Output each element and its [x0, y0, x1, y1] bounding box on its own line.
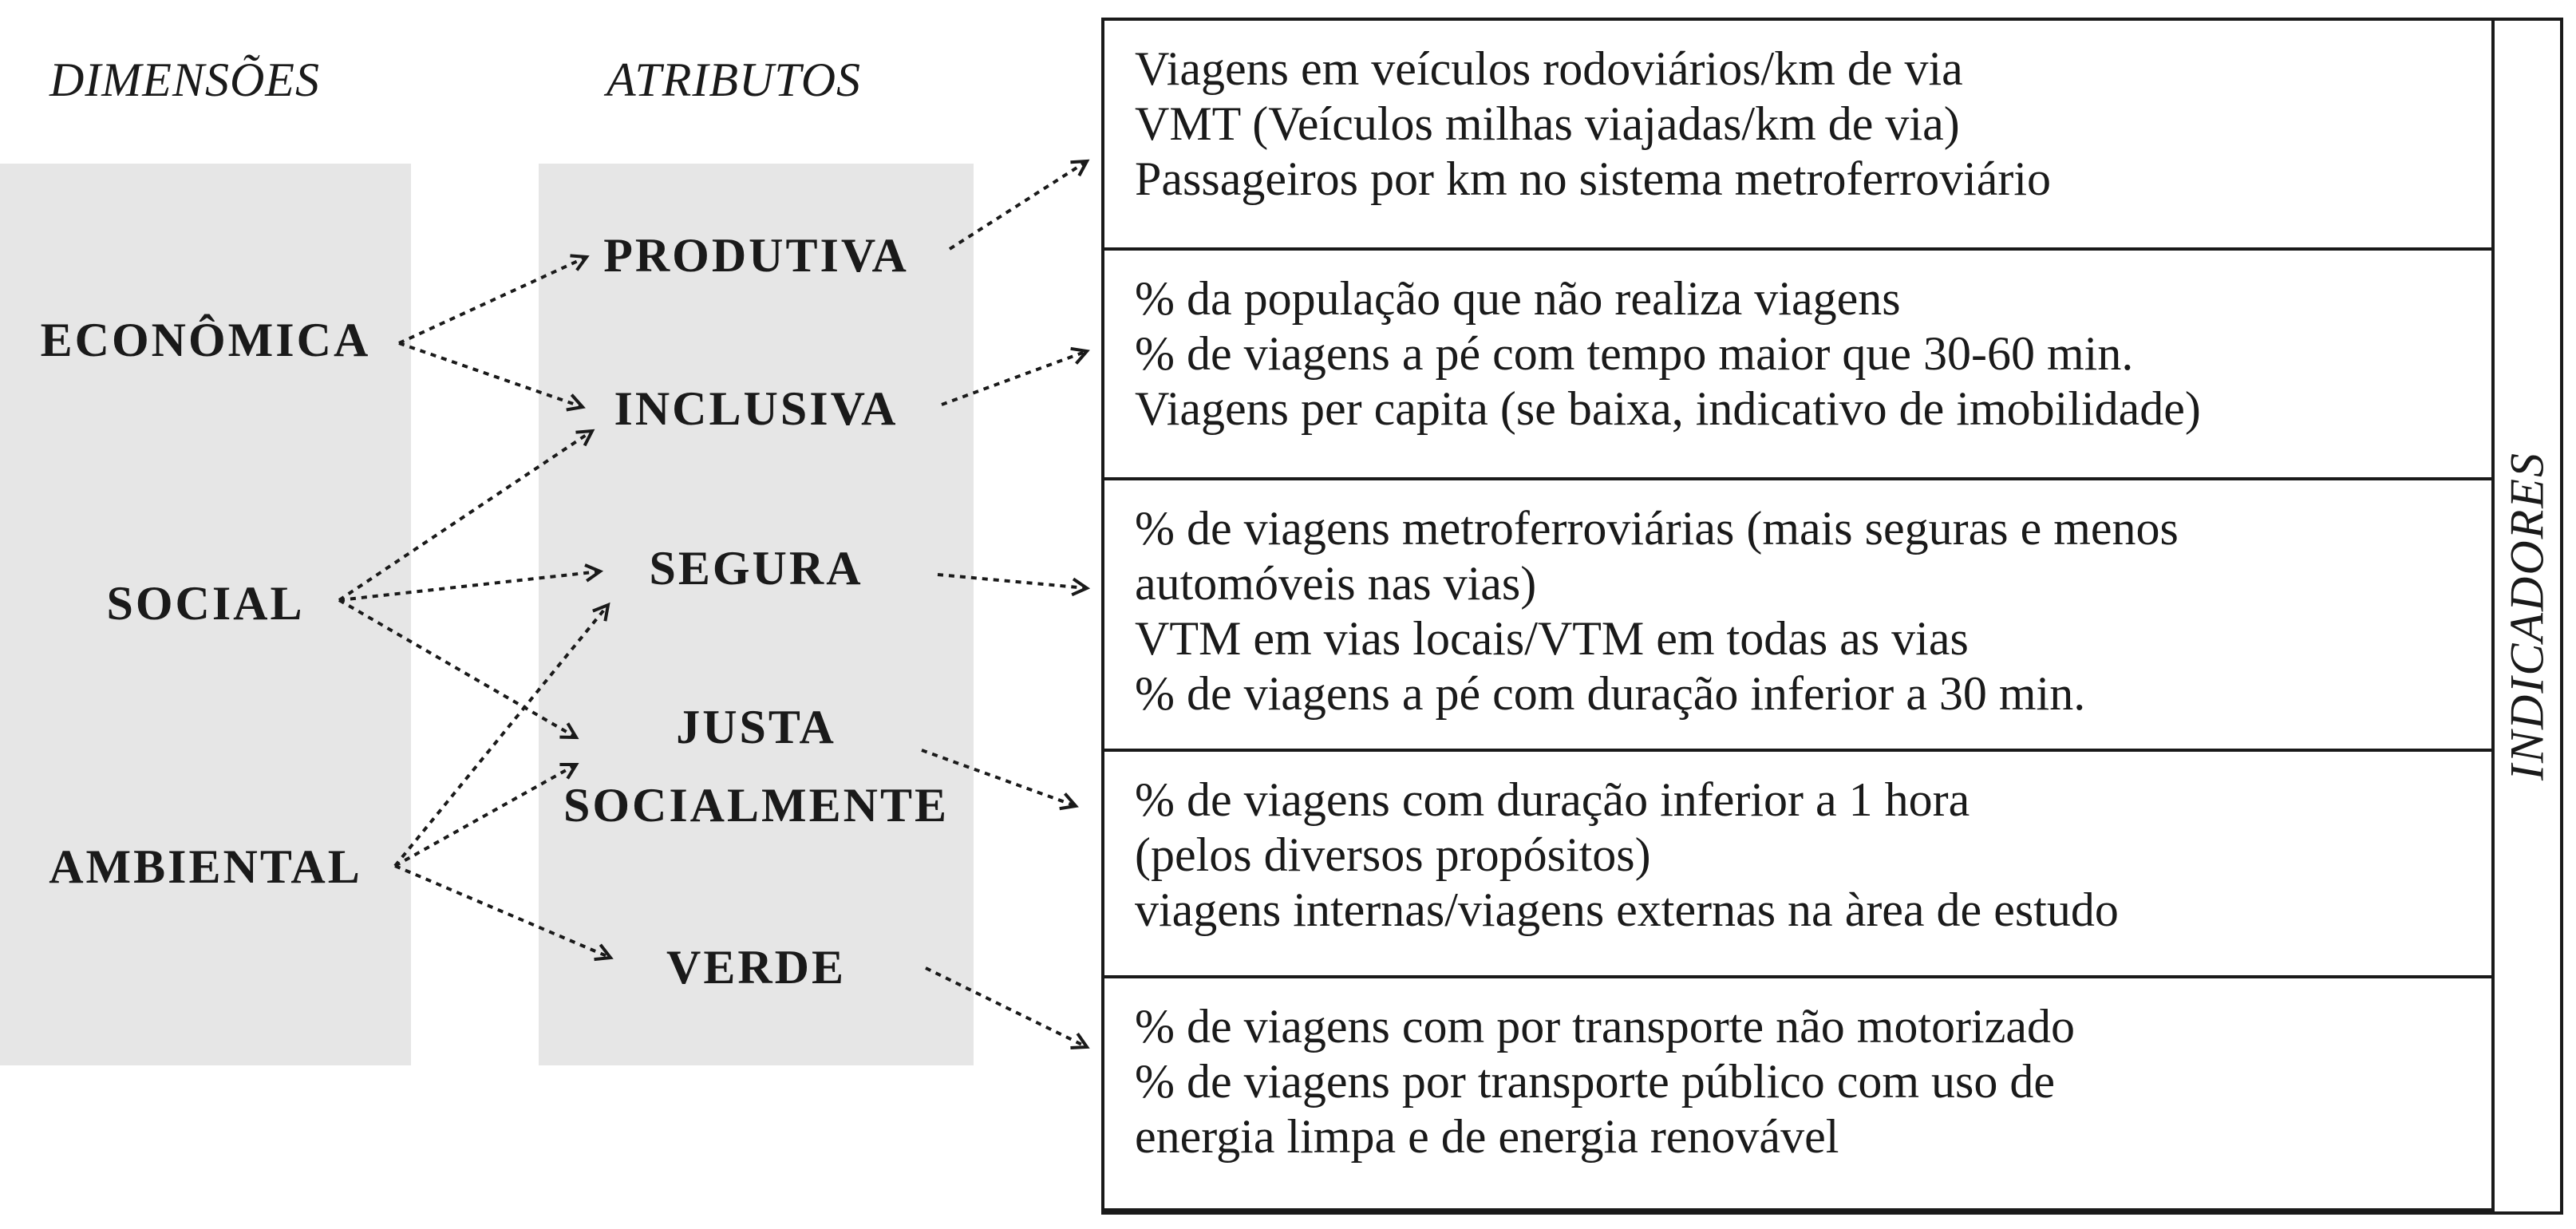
arrow-head: [1070, 1033, 1087, 1048]
indicator-line: % de viagens com por transporte não motorizado: [1135, 1000, 2075, 1053]
dotted-arrow-dimension-2-to-attribute-4: [395, 866, 610, 959]
dotted-arrow-attribute-2-to-indicator-2: [938, 575, 1087, 595]
indicator-line: Passageiros por km no sistema metroferroviário: [1135, 152, 2052, 205]
arrow-line: [926, 968, 1087, 1047]
dotted-arrow-dimension-0-to-attribute-1: [399, 343, 583, 410]
dotted-arrow-attribute-1-to-indicator-1: [942, 349, 1087, 405]
dotted-arrow-attribute-4-to-indicator-4: [926, 968, 1087, 1048]
indicator-line: Viagens per capita (se baixa, indicativo de imobilidade): [1135, 382, 2201, 435]
arrow-line: [395, 765, 576, 866]
dimension-economic: ECONÔMICA: [40, 314, 371, 366]
attribute-socially-just-line2: SOCIALMENTE: [563, 779, 950, 832]
arrow-line: [399, 343, 583, 407]
arrow-line: [339, 600, 576, 737]
arrow-line: [922, 750, 1076, 806]
indicator-line: % de viagens a pé com duração inferior a 30 min.: [1135, 667, 2086, 720]
indicator-line: % da população que não realiza viagens: [1135, 272, 1901, 325]
attributes-header: ATRIBUTOS: [606, 53, 862, 106]
dotted-arrow-dimension-1-to-attribute-2: [339, 565, 600, 600]
dotted-arrow-dimension-1-to-attribute-3: [339, 600, 576, 737]
dimensions-header: DIMENSÕES: [49, 53, 320, 106]
dimension-environmental: AMBIENTAL: [49, 840, 362, 893]
indicator-line: % de viagens com duração inferior a 1 hora: [1135, 773, 1970, 826]
arrow-head: [1071, 349, 1087, 364]
arrow-line: [942, 351, 1087, 405]
indicator-line: % de viagens por transporte público com uso de: [1135, 1055, 2056, 1108]
indicator-line: % de viagens a pé com tempo maior que 30-60 min.: [1135, 327, 2134, 380]
dotted-arrow-dimension-2-to-attribute-3: [395, 765, 576, 866]
arrow-line: [399, 257, 587, 343]
dotted-arrow-dimension-1-to-attribute-1: [339, 431, 592, 600]
dotted-arrow-attribute-0-to-indicator-0: [950, 161, 1087, 249]
attribute-inclusive: INCLUSIVA: [614, 382, 899, 435]
indicator-line: VMT (Veículos milhas viajadas/km de via): [1135, 97, 1960, 150]
dimension-social: SOCIAL: [106, 577, 305, 630]
arrow-line: [950, 161, 1087, 249]
attribute-socially-just-line1: JUSTA: [676, 701, 836, 753]
indicator-line: % de viagens metroferroviárias (mais seguras e menos: [1135, 502, 2179, 555]
attribute-productive: PRODUTIVA: [603, 229, 909, 282]
indicator-line: automóveis nas vias): [1135, 557, 1537, 610]
attribute-green: VERDE: [666, 941, 847, 994]
arrow-line: [339, 431, 592, 600]
arrow-line: [395, 866, 610, 958]
indicator-line: energia limpa e de energia renovável: [1135, 1110, 1839, 1163]
indicator-line: VTM em vias locais/VTM em todas as vias: [1135, 612, 1969, 665]
arrow-line: [938, 575, 1087, 588]
dotted-arrow-dimension-0-to-attribute-0: [399, 255, 587, 343]
indicator-line: (pelos diversos propósitos): [1135, 828, 1651, 881]
arrow-head: [595, 945, 610, 959]
indicators-label: INDICADORES: [2500, 452, 2554, 780]
attribute-safe: SEGURA: [649, 542, 863, 595]
dotted-arrow-attribute-3-to-indicator-3: [922, 750, 1076, 808]
indicator-line: viagens internas/viagens externas na àrea de estudo: [1135, 883, 2119, 936]
indicator-line: Viagens em veículos rodoviários/km de via: [1135, 42, 1963, 95]
